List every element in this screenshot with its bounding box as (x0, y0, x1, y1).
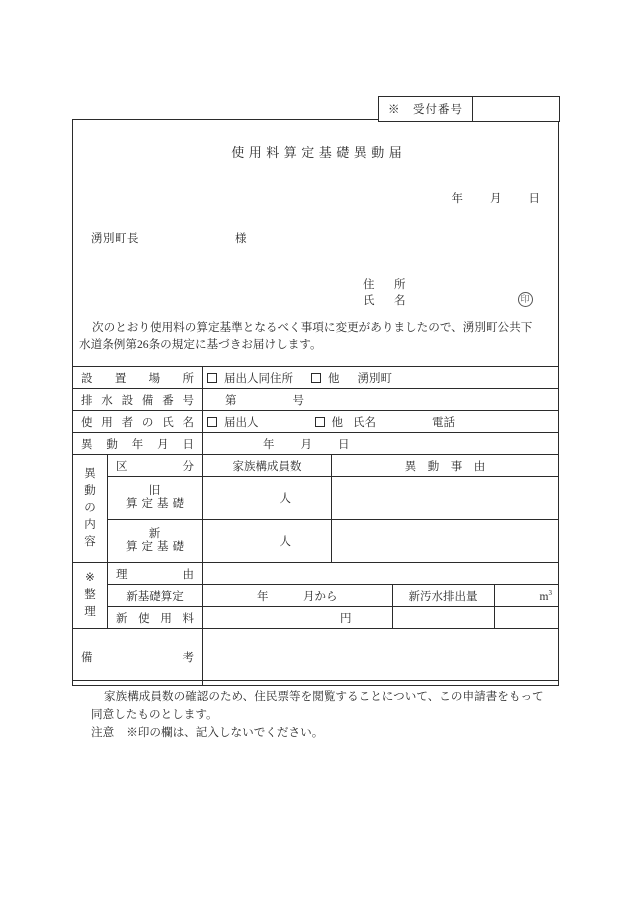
submission-date-line (452, 190, 542, 206)
user-name-option1: 届出人 (224, 416, 259, 429)
sewage-unit: m (539, 590, 549, 603)
page-title: 使用料算定基礎異動届 (231, 145, 407, 160)
change-date-value[interactable] (203, 433, 559, 455)
change-content-vlabel-4: 容 (84, 536, 96, 548)
body-statement (79, 319, 555, 353)
addressee-honorific: 様 (235, 233, 247, 245)
install-place-option2: 他 (328, 372, 340, 385)
admin-new-basis-calc-label: 新基礎算定 (108, 585, 203, 607)
table-row-drainage-number (73, 389, 559, 411)
install-place-town: 湧別町 (357, 372, 392, 385)
applicant-name-row (363, 293, 543, 309)
receipt-number-value[interactable] (473, 97, 559, 121)
new-basis-label-line2: 算定基礎 (126, 541, 188, 553)
checkbox-user-is-other[interactable] (315, 417, 325, 427)
change-date-day-label: 日 (338, 438, 350, 451)
admin-vlabel-2: 理 (84, 606, 96, 618)
user-name-option2: 他 (331, 416, 343, 429)
old-basis-reason[interactable] (332, 477, 559, 520)
table-row-admin-new-basis-calc (73, 585, 559, 607)
admin-new-basis-calc-value[interactable]: 年 月から (203, 585, 393, 607)
footer-notes (78, 688, 558, 742)
date-month-label: 月 (490, 193, 503, 205)
old-basis-family-count[interactable]: 人 (203, 477, 332, 520)
admin-vlabel-0: ※ (85, 572, 95, 584)
admin-new-sewage-label: 新汚水排出量 (392, 585, 494, 607)
remarks-value[interactable] (203, 629, 559, 686)
seal-stamp-icon: 印 (518, 292, 533, 307)
admin-new-fee-label: 新 使 用 料 (108, 607, 203, 629)
admin-new-sewage-value[interactable] (494, 585, 559, 607)
drainage-number-suffix: 号 (292, 394, 304, 407)
admin-new-fee-value[interactable]: 円 (203, 607, 393, 629)
old-basis-label-line2: 算定基礎 (126, 498, 188, 510)
admin-reason-value[interactable] (203, 563, 559, 585)
column-header-family-count: 家族構成員数 (203, 455, 332, 477)
date-year-label: 年 (451, 193, 464, 205)
table-row-new-basis (73, 520, 559, 563)
addressee-name: 湧別町長 (91, 233, 139, 245)
new-basis-family-count[interactable]: 人 (203, 520, 332, 563)
drainage-number-prefix: 第 (225, 394, 237, 407)
install-place-option1: 届出人同住所 (224, 372, 293, 385)
install-place-value[interactable] (203, 367, 559, 389)
new-basis-reason[interactable] (332, 520, 559, 563)
admin-vlabel-1: 整 (84, 589, 96, 601)
table-row-install-place (73, 367, 559, 389)
table-row-change-content-header (73, 455, 559, 477)
admin-new-fee-extra-1[interactable] (392, 607, 494, 629)
old-basis-label-line1: 旧 (148, 485, 162, 497)
date-day-label: 日 (528, 193, 541, 205)
caution-note (78, 724, 558, 742)
table-row-remarks (73, 629, 559, 686)
table-row-old-basis (73, 477, 559, 520)
table-row-user-name (73, 411, 559, 433)
sewage-unit-exponent: 3 (548, 588, 552, 597)
change-content-vertical-label (73, 455, 108, 563)
user-name-value[interactable] (203, 411, 559, 433)
change-date-year-label: 年 (263, 438, 275, 451)
new-basis-label (108, 520, 203, 563)
applicant-address-row (363, 277, 543, 293)
form-table (72, 366, 559, 686)
change-content-vlabel-0: 異 (84, 468, 96, 480)
admin-new-fee-extra-2[interactable] (494, 607, 559, 629)
change-date-label: 異 動 年 月 日 (73, 433, 203, 455)
user-name-phone-label: 電話 (432, 416, 455, 429)
checkbox-other-address[interactable] (311, 373, 321, 383)
change-date-month-label: 月 (300, 438, 312, 451)
remarks-label: 備 考 (73, 629, 203, 686)
form-frame (72, 119, 559, 681)
checkbox-user-is-applicant[interactable] (207, 417, 217, 427)
change-content-vlabel-2: の (84, 502, 96, 514)
admin-vertical-label (73, 563, 108, 629)
column-header-reason: 異 動 事 由 (332, 455, 559, 477)
consent-note-line2: 同意したものとします。 (91, 708, 218, 721)
consent-note-line1: 家族構成員数の確認のため、住民票等を閲覧することについて、この申請書をもって (104, 690, 544, 703)
applicant-block (363, 277, 543, 309)
user-name-name-label: 氏名 (353, 416, 376, 429)
old-basis-label (108, 477, 203, 520)
table-row-change-date (73, 433, 559, 455)
change-content-vlabel-3: 内 (84, 519, 96, 531)
applicant-name-label: 氏 名 (363, 295, 410, 307)
addressee (91, 230, 247, 246)
body-statement-line2: 水道条例第26条の規定に基づきお届けします。 (79, 338, 322, 351)
table-row-admin-reason (73, 563, 559, 585)
new-basis-label-line1: 新 (148, 528, 162, 540)
caution-text: ※印の欄は、記入しないでください。 (126, 726, 324, 739)
column-header-category: 区 分 (108, 455, 203, 477)
install-place-label: 設 置 場 所 (73, 367, 203, 389)
body-statement-line1: 次のとおり使用料の算定基準となるべく事項に変更がありましたので、湧別町公共下 (92, 321, 533, 334)
change-content-vlabel-1: 動 (84, 485, 96, 497)
receipt-number-label: ※ 受付番号 (379, 97, 473, 121)
admin-reason-label: 理 由 (108, 563, 203, 585)
receipt-number-box (378, 96, 560, 122)
table-row-admin-new-fee (73, 607, 559, 629)
applicant-address-label: 住 所 (363, 279, 410, 291)
caution-label: 注意 (91, 726, 115, 739)
drainage-number-label: 排 水 設 備 番 号 (73, 389, 203, 411)
checkbox-same-address[interactable] (207, 373, 217, 383)
drainage-number-value[interactable] (203, 389, 559, 411)
user-name-label: 使 用 者 の 氏 名 (73, 411, 203, 433)
